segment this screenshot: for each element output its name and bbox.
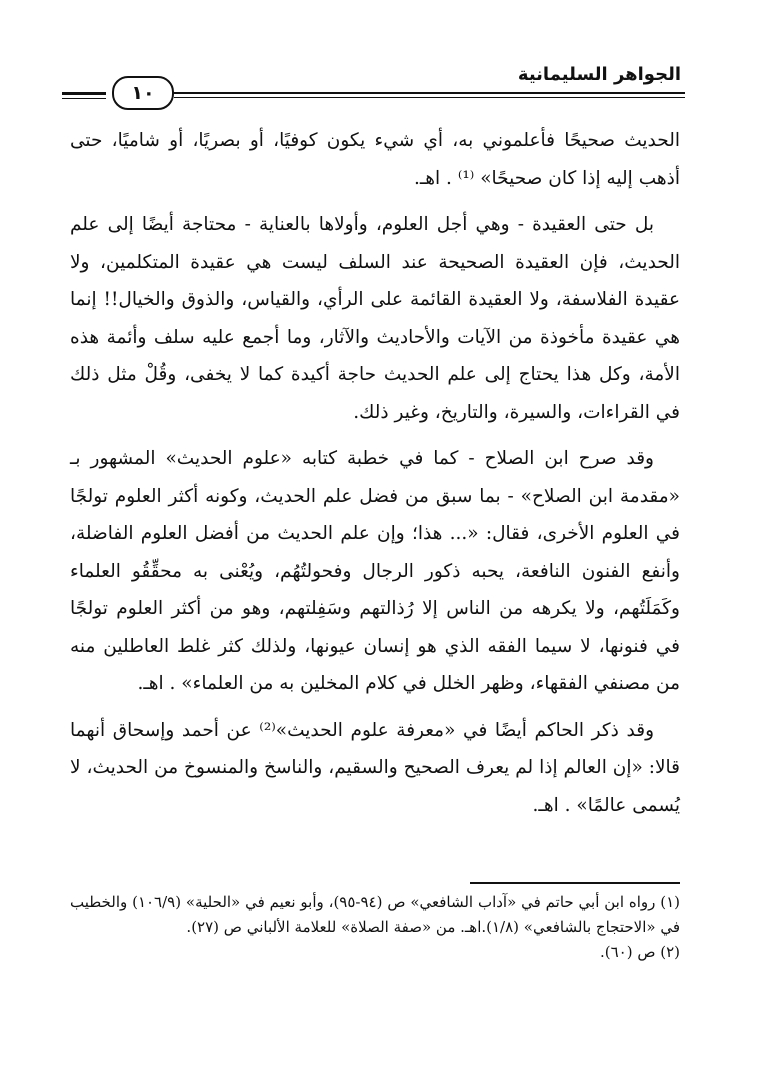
paragraph: وقد ذكر الحاكم أيضًا في «معرفة علوم الحديث»⁽²⁾ عن أحمد وإسحاق أنهما قالا: «إن العالم إذا لم يعرف الصحيح والسقيم، والناسخ والمنسوخ من الحديث، لا يُسمى عالمًا» . اهـ.	[70, 719, 680, 816]
footnote-separator	[470, 882, 680, 884]
page-number: ١٠	[112, 76, 174, 110]
header-rule-left-thin	[62, 98, 106, 99]
book-title: الجواهر السليمانية	[517, 64, 681, 85]
paragraph: وقد صرح ابن الصلاح - كما في خطبة كتابه «علوم الحديث» المشهور بـ «مقدمة ابن الصلاح» - بما سبق من فضل علم الحديث، وكونه أكثر العلوم تولجًا في العلوم الأخرى، فقال: «... هذا؛ وإن علم الحديث من أفضل العلوم الفاضلة، وأنفع الفنون النافعة، يحبه ذكور الرجال وفحولتُهُم، ويُعْنى به محقِّقُو العلماء وكَمَلَتُهم، ولا يكرهه من الناس إلا رُذالتهم وسَفِلتهم، وهو من أكثر العلوم تولجًا في فنونها، لا سيما الفقه الذي هو إنسان عيونها، ولذلك كثر غلط العاطلين منه من مصنفي الفقهاء، وظهر الخلل في كلام المخلين به من العلماء» . اهـ.	[70, 448, 680, 694]
body-text	[70, 122, 680, 833]
footnote: (٢) ص (٦٠).	[599, 943, 680, 961]
footnote: (١) رواه ابن أبي حاتم في «آداب الشافعي» ص (٩٤-٩٥)، وأبو نعيم في «الحلية» (١٠٦/٩) والخطيب في «الاحتجاج بالشافعي» (١/٨).اهـ. من «صفة الصلاة» للعلامة الألباني ص (٢٧).	[70, 893, 680, 936]
footnotes	[70, 890, 680, 965]
header-rule-middle	[174, 92, 486, 94]
header-rule-middle-thin	[174, 97, 486, 98]
page-header	[62, 64, 685, 114]
header-rule-left	[62, 92, 106, 95]
header-rule-right-thin	[485, 97, 685, 98]
paragraph: الحديث صحيحًا فأعلموني به، أي شيء يكون كوفيًا، أو بصريًا، أو شاميًا، حتى أذهب إليه إذا كان صحيحًا» ⁽¹⁾ . اهـ.	[70, 130, 680, 189]
header-rule-right	[485, 92, 685, 94]
paragraph: بل حتى العقيدة - وهي أجل العلوم، وأولاها بالعناية - محتاجة أيضًا إلى علم الحديث، فإن العقيدة الصحيحة عند السلف ليست هي عقيدة المتكلمين، ولا عقيدة الفلاسفة، ولا العقيدة القائمة على الرأي، والقياس، والذوق والخيال!! إنما هي عقيدة مأخوذة من الآيات والأحاديث والآثار، وما أجمع عليه سلف وأئمة هذه الأمة، وكل هذا يحتاج إلى علم الحديث حاجة أكيدة كما لا يخفى، وقُلْ مثل ذلك في القراءات، والسيرة، والتاريخ، وغير ذلك.	[70, 214, 680, 423]
